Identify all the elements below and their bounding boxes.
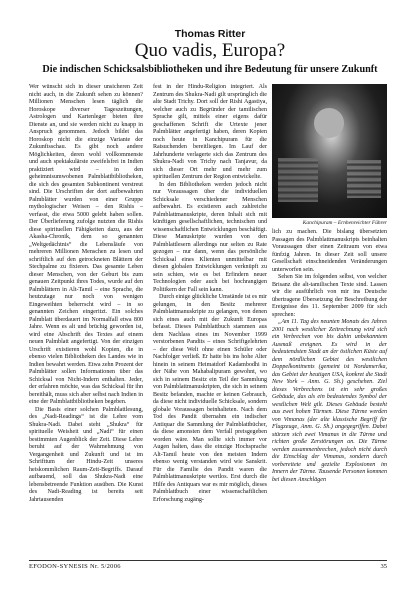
page-number: 35 [380,563,387,570]
paragraph: Sehen Sie im folgenden selbst, von welcher Brisanz die alt-tamilischen Texte sind. Lassen wir die ausführlich von mir ins Deutsche übertragene Übersetzung der Beschreibung der Ereignisse des 11. September 2009 für sich sprechen: [272,274,387,318]
publication-info: EFODON-SYNESIS Nr. 5/2006 [29,563,121,570]
footer-rule [29,560,387,561]
article-title: Quo vadis, Europa? [134,40,286,61]
text-column-3 [272,84,387,484]
article-author: Thomas Ritter [174,28,246,40]
paragraph: Durch einige glückliche Umstände ist es mir gelungen, in den Besitz mehrerer Palmblattmanuskripte zu gelangen, von denen sich eines auch mit der Zukunft Europas befasst. Dieses Palmblattbuch stammen aus dem Nachlass eines im November 1999 verstorbenen Pandits – eines Schriftgelehrten – der diese Welt ohne einen Schüler oder Nachfolger verließ. Er hatte bis ins hohe Alter hinein in seinem Heimatdorf Kadambodhi in der Nähe von Mahabalipuram gewohnt, wo sich in seinem Besitz ein Teil der Sammlung von Palmblattmanuskripten, die sich in seinem Besitz befanden, machte er keinen Gebrauch, da diese nicht individuelle Schicksale, sondern globale Voraussagen beinhalteten. Nach dem Tod des Pandit übernahm ein indischer Antiquar die Sammlung der Palmblattbücher, da diese amonsten dem Verfall preisgegeben worden wäre. Man sollte sich immer vor Augen halten, dass die einzige Hochsprache Alt-Tamil heute von den meisten Indern ebenso wenig verstanden wird wie Sanskrit. Für die Familie des Pandit waren die Palmblattmanuskripte wertlos. Erst durch die Hilfe des Antiquars war es mir möglich, dieses Palmblattbuch einer wissenschaftlichen Erforschung zugäng- [153,294,267,503]
text-column-1 [29,84,143,504]
text-column-2 [153,84,267,504]
paragraph: Wer wünscht sich in dieser unsicheren Zeit nicht auch, in die Zukunft sehen zu können? Millionen Menschen lesen täglich die Horoskope diverser Tageszeitungen, Astrologen und Kartenleger bieten ihre Dienste an, und sie werden nicht zu knapp in Anspruch genommen. Jedoch bildet das Horoskop nicht die einzige Variante der Zukunftsschau. Es gibt noch andere Möglichkeiten, deren wohl vollkommenste und auch spektakulärste zweifelsfrei in Indien praktiziert wird – in den geheimnisumwobenen Palmblattbibliotheken, die sich des gesamten Subkontinent verstreut sind. Die Urschriften der dort aufbewahrten Palmblätter wurden von einer Gruppe mythologischer Weisen – den Rishis – verfasst, die etwa 5000 gelebt haben sollen. Der Überlieferung zufolge nutzten die Rishis diese spirituellen Fähigkeiten dazu, aus der Akasha-Chronik, dem so genannten „Weltgedächtnis“ die Lebensläufe von mehreren Millionen Menschen zu lesen und schriftlich auf den getrockneten Blättern der Stechpalme zu fixieren. Das gesamte Leben dieser Menschen, von der Geburt bis zum genauen Zeitpunkt ihres Todes, wurde auf den Palmblättern in Alt-Tamil – eine Sprache, die heutzutage nur noch von wenigen Eingeweihten beherrscht wird – in so genannten Zeichen eingeritzt. Ein solches Palmblatt überdauert im Normalfall etwa 800 Jahre. Wenn es alt und brüchig geworden ist, wird eine Abschrift des Textes auf einem neuen Palmblatt angefertigt. Von der einzigen Urschrift existieren wohl Kopien, die in ebenso vielen Bibliotheken des Landes wie in Indien bewahrt werden. Etwa zehn Prozent der Palmblätter sollen Informationen über das Schicksal von Nicht-Indern enthalten. Jeder, der erfahren möchte, was das Schicksal für ihn bereithält, muss sich aber selbst nach Indien in eine der Palmblattbibliotheken begeben. [29,84,143,405]
article-subtitle: Die indischen Schicksalsbibliotheken und ihre Bedeutung für unsere Zukunft [42,64,378,75]
paragraph: lich zu machen. Die bislang übersetzten Passagen des Palmblattmanuskripts beinhalten Voraussagen über einen Zeitraum von etwa fünfzig Jahren. In dieser Zeit soll unsere Gesellschaft einschneidenden Veränderungen unterworfen sein. [272,229,387,273]
paragraph: fest in der Hindu-Religion integriert. Als Zentrum des Shukra-Nadi gilt ursprünglich die alte Stadt Trichy. Dort soll der Rishi Agastiya, welcher auch zu Begründer der tamilischen Sprache gilt, mittels einer eigens dafür geschaffenen Schrift die Urtexte jener Palmblätter angefertigt haben, deren Kopien noch heute in Kanchipuram für die Ratsuchenden bereitliegen. Im Lauf der Jahrhunderte verlagerte sich das Zentrum des Shukra-Nadi von Trichy nach Tanjavur, da sich dieser Ort mehr und mehr zum spirituellen Zentrum der Region entwickelte. [153,84,267,180]
photo-caption: Kanchipuram – Ernhenreichter Führer [302,220,387,226]
paragraph: Die Basis einer solchen Palmblattlesung, des „Nadi-Readings“ ist die Lehre vom Shukra-Nadi. Dabei steht „Shukra“ für spirituelle Weisheit und „Nadi“ für einen bestimmten Augenblick der Zeit. Diese Lehre beruht auf der Wahrnehmung von Vergangenheit und Zukunft und ist im Schrifttum der Hindu-Zeit unseres heiskommlichen Raum-Zeit-Begriffs. Darauf aufbauend, soll das Shukra-Nadi eine lebensbetreende Funktion ausüben. Die Kunst des Nadi-Reading ist bereits seit Jahrtausenden [29,406,143,503]
paragraph: In den Bibliotheken werden jedoch nicht nur Voraussagen über die individuellen Schicksale verschiedener Menschen aufbewahrt. Es existieren auch zahlreiche Palmblattmanuskripte, deren Inhalt sich mit künftigen gesellschaftlichen, technischen und wissenschaftlichen Entwicklungen beschäftigt. Diese Manuskripte wurden von den Palmblattlesern allerdings nur selten zu Rate gezogen – nur dann, wenn das persönliche Schicksal eines Klienten unmittelbar mit diesen globalen Entwicklungen verknüpft zu sein schien, wie es bei Erfindern neuer Technologien oder auch bei hochrangigen Politikern der Fall sein kann. [153,181,267,293]
quote-paragraph: „Am 11. Tag des neunten Monats des Jahres 2001 nach westlicher Zeitrechnung wird sich ein Verbrechen von bis dahin unbekanntem Ausmaß ereignen. Es wird in der bedeutendsten Stadt an der östlichen Küste auf dem nördlichen Gebiet des westlichen Doppelkontinents (gemeint ist Nordamerika, das Gebiet der heutigen USA, konkret die Stadt New York – Anm. G. Sh.) geschehen. Ziel dieses Verbrechens ist ein sehr großes Gebäude, das als ein bedeutendes Symbol der westlichen Welt gilt. Dieses Gebäude besteht aus zwei hohen Türmen. Diese Türme werden von Vimanas (der alte klassische Begriff für Flugzeuge, Anm. G. Sh.) angegegriffen. Dabei stürzen sich zwei Vimanas in die Türme und richten große Zerstörungen an. Die Türme werden zusammenbrechen, jedoch nicht durch die Einschlag der Vimanas, sondern durch vorbereitete und gezielte Explosionen im Innern der Türme. Tausende Personen kommen bei diesen Anschlägen [272,319,387,483]
